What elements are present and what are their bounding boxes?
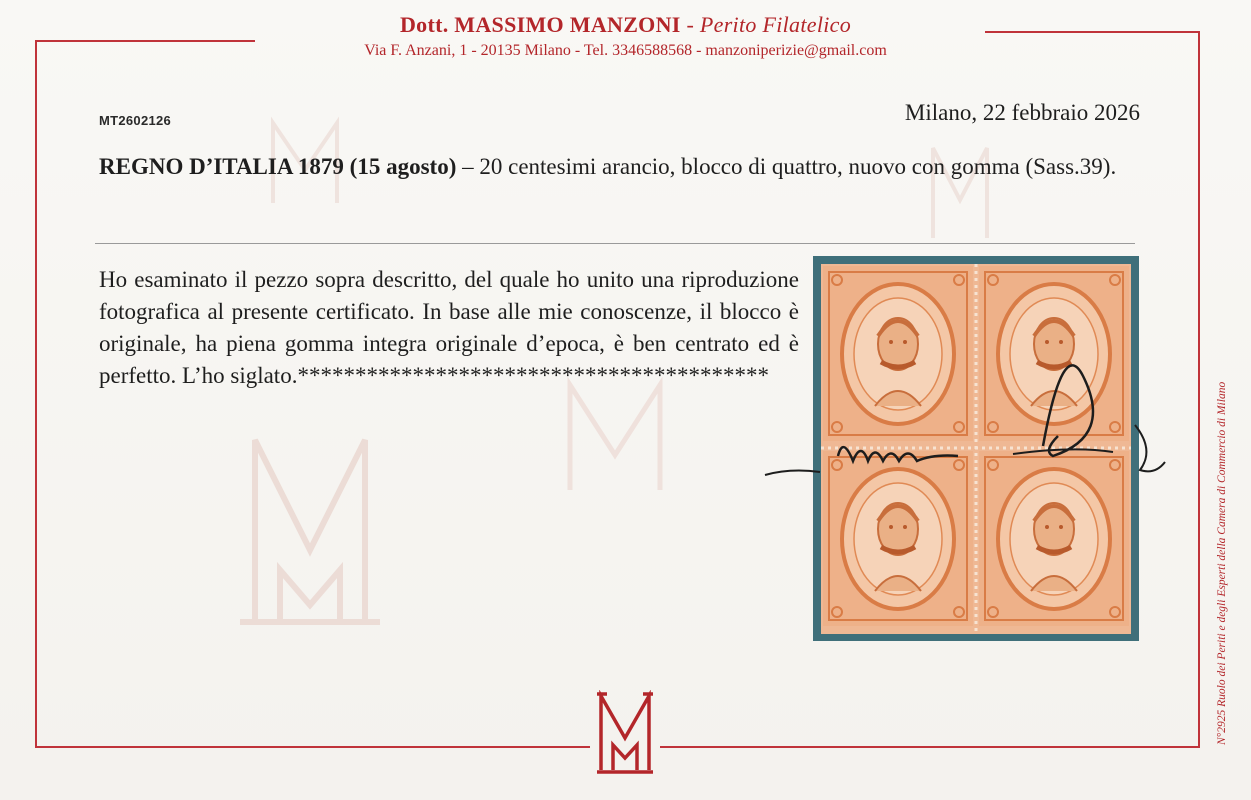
certificate-date: Milano, 22 febbraio 2026 xyxy=(904,100,1140,125)
certificate-id: MT2602126 xyxy=(99,113,172,128)
expert-name: Dott. MASSIMO MANZONI xyxy=(399,12,681,37)
opinion-text: Ho esaminato il pezzo sopra descritto, del quale ho unito una riproduzione fotografica al presente certificato. In base alle mie conoscenze, il blocco è originale, ha piena gomma integra originale d’epoca, è ben centrato ed è perfetto. L’ho siglato.***************************************** xyxy=(99,267,799,388)
registry-note: N°2925 Ruolo dei Periti e degli Esperti della Camera di Commercio di Milano xyxy=(1216,381,1228,745)
frame-top-left xyxy=(35,40,255,42)
divider xyxy=(95,243,1135,244)
item-details: – 20 centesimi arancio, blocco di quattro, nuovo con gomma (Sass.39). xyxy=(456,154,1117,179)
expert-signature xyxy=(760,420,1180,490)
frame-right xyxy=(1198,31,1200,748)
frame-left xyxy=(35,40,37,748)
logo-monogram xyxy=(595,690,655,775)
expert-role: Perito Filatelico xyxy=(699,12,852,37)
expert-heading xyxy=(0,12,1251,38)
expert-address: Via F. Anzani, 1 - 20135 Milano - Tel. 3346588568 - manzoniperizie@gmail.com xyxy=(364,42,887,59)
frame-top-right xyxy=(985,31,1200,33)
watermark-monogram-mid xyxy=(560,375,670,495)
item-description xyxy=(99,150,1144,184)
item-title: REGNO D’ITALIA 1879 (15 agosto) xyxy=(99,154,457,179)
watermark-monogram-large xyxy=(240,430,380,630)
heading-separator: - xyxy=(680,12,700,37)
frame-bottom-right xyxy=(660,746,1200,748)
frame-bottom-left xyxy=(35,746,590,748)
